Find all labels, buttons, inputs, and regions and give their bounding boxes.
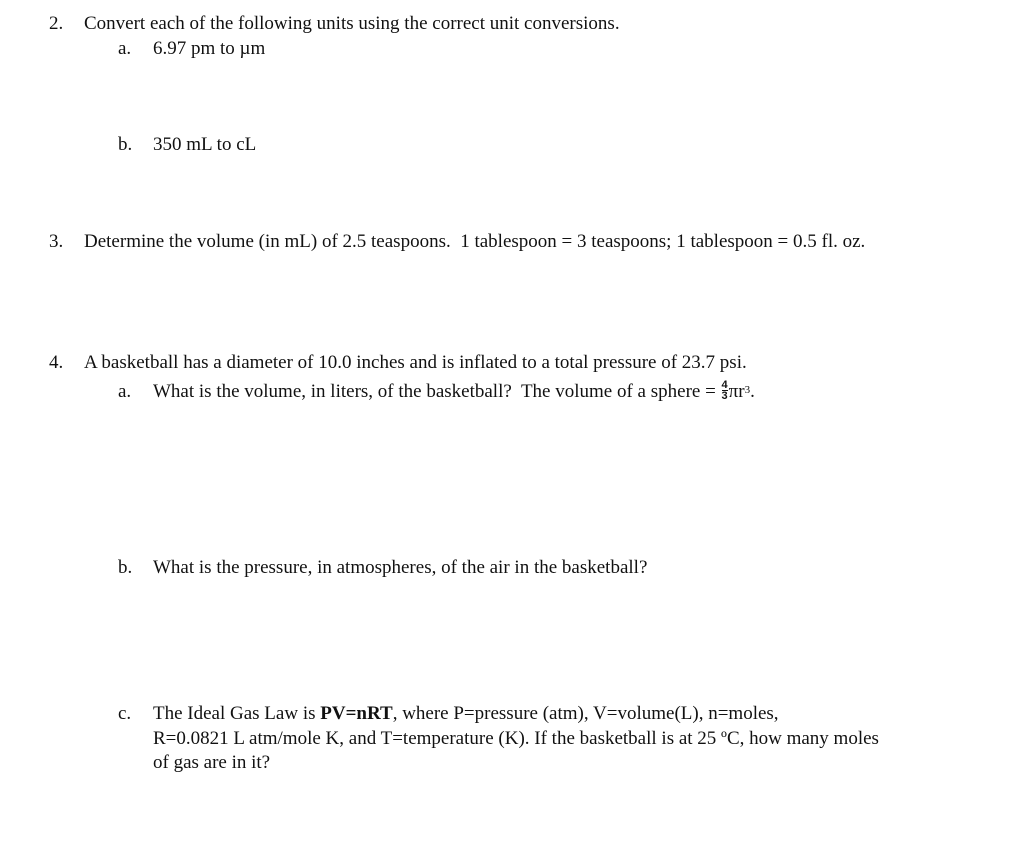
- q2a-text: 6.97 pm to µm: [153, 38, 266, 59]
- sphere-formula: πr: [728, 381, 745, 402]
- formula-period: .: [750, 381, 755, 402]
- q4c-line2: R=0.0821 L atm/mole K, and T=temperature (K). If the basketball is at 25 ºC, how many moles: [153, 728, 879, 749]
- q4a-question: What is the volume, in liters, of the basketball? The volume of a sphere =: [153, 381, 721, 402]
- q2-text: Convert each of the following units using the correct unit conversions.: [84, 13, 620, 34]
- q2b-label: b.: [118, 134, 133, 155]
- q4b-label: b.: [118, 557, 133, 578]
- fraction-denominator: 3: [721, 389, 728, 402]
- q4c-line1: [153, 702, 779, 726]
- q3-number: 3.: [49, 231, 64, 252]
- q2a-label: a.: [118, 38, 132, 59]
- formula-exponent: 3: [744, 384, 751, 396]
- q4-number: 4.: [49, 352, 64, 373]
- q4c-label: c.: [118, 703, 132, 724]
- q4c-line3: of gas are in it?: [153, 752, 271, 773]
- q4c-intro: The Ideal Gas Law is: [153, 703, 321, 724]
- q4a-text: [153, 380, 755, 404]
- ideal-gas-law: PV=nRT: [320, 703, 393, 724]
- q4a-label: a.: [118, 381, 132, 402]
- q2-number: 2.: [49, 13, 64, 34]
- sphere-fraction: [721, 378, 728, 402]
- q4c-definitions: , where P=pressure (atm), V=volume(L), n=moles,: [392, 703, 779, 724]
- q3-text: Determine the volume (in mL) of 2.5 teaspoons. 1 tablespoon = 3 teaspoons; 1 tablespoon = 0.5 fl. oz.: [84, 231, 866, 252]
- q2b-text: 350 mL to cL: [153, 134, 257, 155]
- q4-text: A basketball has a diameter of 10.0 inches and is inflated to a total pressure of 23.7 psi.: [84, 352, 747, 373]
- fraction-numerator: 4: [721, 378, 728, 391]
- q4b-text: What is the pressure, in atmospheres, of the air in the basketball?: [153, 557, 648, 578]
